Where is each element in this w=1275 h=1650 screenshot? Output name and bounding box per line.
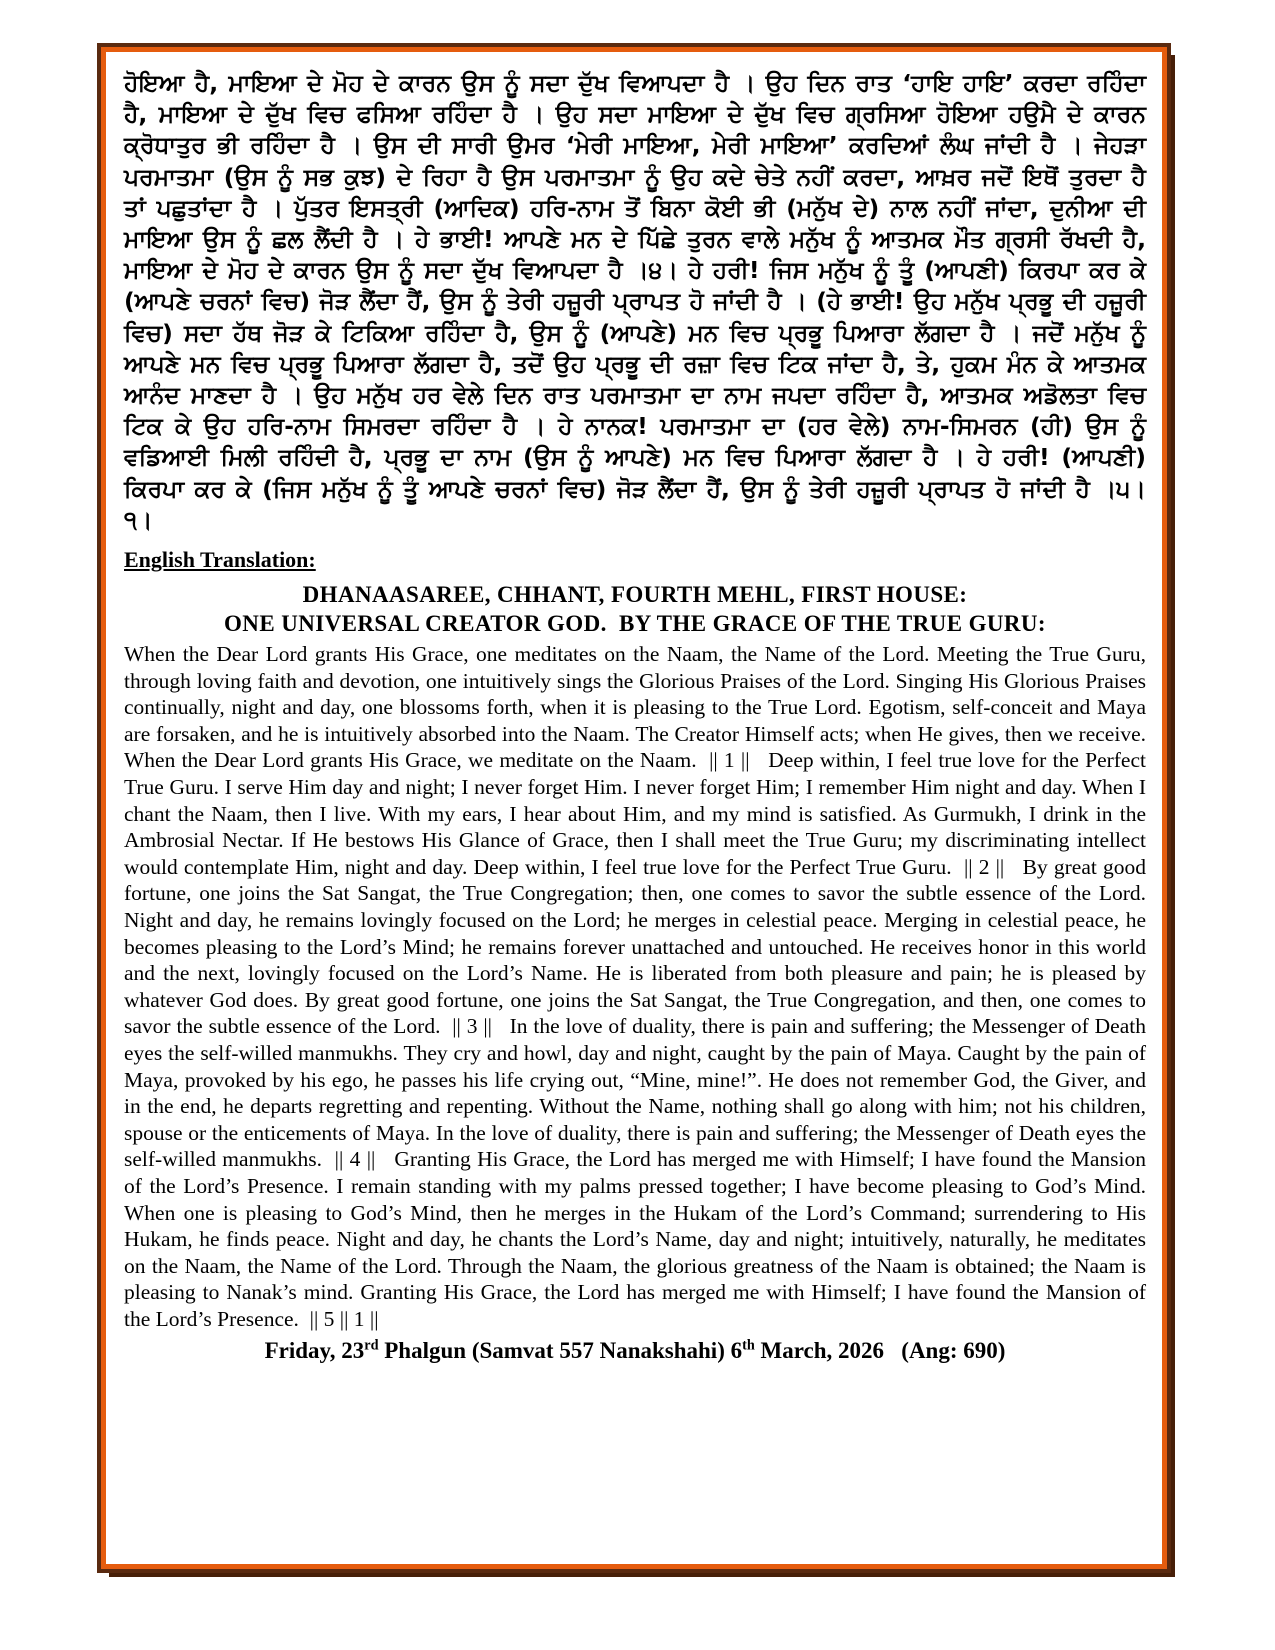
- punjabi-commentary: ਹੋਇਆ ਹੈ, ਮਾਇਆ ਦੇ ਮੋਹ ਦੇ ਕਾਰਨ ਉਸ ਨੂੰ ਸਦਾ ਦੁੱਖ ਵਿਆਪਦਾ ਹੈ । ਉਹ ਦਿਨ ਰਾਤ ‘ਹਾਇ ਹਾਇ’ ਕਰਦਾ ਰਹਿੰਦਾ ਹੈ, ਮਾਇਆ ਦੇ ਦੁੱਖ ਵਿਚ ਫਸਿਆ ਰਹਿੰਦਾ ਹੈ । ਉਹ ਸਦਾ ਮਾਇਆ ਦੇ ਦੁੱਖ ਵਿਚ ਗ੍ਰਸਿਆ ਹੋਇਆ ਹਉਮੈ ਦੇ ਕਾਰਨ ਕ੍ਰੋਧਾਤੁਰ ਭੀ ਰਹਿੰਦਾ ਹੈ । ਉਸ ਦੀ ਸਾਰੀ ਉਮਰ ‘ਮੇਰੀ ਮਾਇਆ, ਮੇਰੀ ਮਾਇਆ’ ਕਰਦਿਆਂ ਲੰਘ ਜਾਂਦੀ ਹੈ । ਜੇਹੜਾ ਪਰਮਾਤਮਾ (ਉਸ ਨੂੰ ਸਭ ਕੁਝ) ਦੇ ਰਿਹਾ ਹੈ ਉਸ ਪਰਮਾਤਮਾ ਨੂੰ ਉਹ ਕਦੇ ਚੇਤੇ ਨਹੀਂ ਕਰਦਾ, ਆਖ਼ਰ ਜਦੋਂ ਇਥੋਂ ਤੁਰਦਾ ਹੈ ਤਾਂ ਪਛੁਤਾਂਦਾ ਹੈ । ਪੁੱਤਰ ਇਸਤ੍ਰੀ (ਆਦਿਕ) ਹਰਿ-ਨਾਮ ਤੋਂ ਬਿਨਾ ਕੋਈ ਭੀ (ਮਨੁੱਖ ਦੇ) ਨਾਲ ਨਹੀਂ ਜਾਂਦਾ, ਦੁਨੀਆ ਦੀ ਮਾਇਆ ਉਸ ਨੂੰ ਛਲ ਲੈਂਦੀ ਹੈ । ਹੇ ਭਾਈ! ਆਪਣੇ ਮਨ ਦੇ ਪਿੱਛੇ ਤੁਰਨ ਵਾਲੇ ਮਨੁੱਖ ਨੂੰ ਆਤਮਕ ਮੌਤ ਗ੍ਰਸੀ ਰੱਖਦੀ ਹੈ, ਮਾਇਆ ਦੇ ਮੋਹ ਦੇ ਕਾਰਨ ਉਸ ਨੂੰ ਸਦਾ ਦੁੱਖ ਵਿਆਪਦਾ ਹੈ ।੪। ਹੇ ਹਰੀ! ਜਿਸ ਮਨੁੱਖ ਨੂੰ ਤੂੰ (ਆਪਣੀ) ਕਿਰਪਾ ਕਰ ਕੇ (ਆਪਣੇ ਚਰਨਾਂ ਵਿਚ) ਜੋੜ ਲੈਂਦਾ ਹੈਂ, ਉਸ ਨੂੰ ਤੇਰੀ ਹਜ਼ੂਰੀ ਪ੍ਰਾਪਤ ਹੋ ਜਾਂਦੀ ਹੈ । (ਹੇ ਭਾਈ! ਉਹ ਮਨੁੱਖ ਪ੍ਰਭੂ ਦੀ ਹਜ਼ੂਰੀ ਵਿਚ) ਸਦਾ ਹੱਥ ਜੋੜ ਕੇ ਟਿਕਿਆ ਰਹਿੰਦਾ ਹੈ, ਉਸ ਨੂੰ (ਆਪਣੇ) ਮਨ ਵਿਚ ਪ੍ਰਭੂ ਪਿਆਰਾ ਲੱਗਦਾ ਹੈ । ਜਦੋਂ ਮਨੁੱਖ ਨੂੰ ਆਪਣੇ ਮਨ ਵਿਚ ਪ੍ਰਭੂ ਪਿਆਰਾ ਲੱਗਦਾ ਹੈ, ਤਦੋਂ ਉਹ ਪ੍ਰਭੂ ਦੀ ਰਜ਼ਾ ਵਿਚ ਟਿਕ ਜਾਂਦਾ ਹੈ, ਤੇ, ਹੁਕਮ ਮੰਨ ਕੇ ਆਤਮਕ ਆਨੰਦ ਮਾਣਦਾ ਹੈ । ਉਹ ਮਨੁੱਖ ਹਰ ਵੇਲੇ ਦਿਨ ਰਾਤ ਪਰਮਾਤਮਾ ਦਾ ਨਾਮ ਜਪਦਾ ਰਹਿੰਦਾ ਹੈ, ਆਤਮਕ ਅਡੋਲਤਾ ਵਿਚ ਟਿਕ ਕੇ ਉਹ ਹਰਿ-ਨਾਮ ਸਿਮਰਦਾ ਰਹਿੰਦਾ ਹੈ । ਹੇ ਨਾਨਕ! ਪਰਮਾਤਮਾ ਦਾ (ਹਰ ਵੇਲੇ) ਨਾਮ-ਸਿਮਰਨ (ਹੀ) ਉਸ ਨੂੰ ਵਡਿਆਈ ਮਿਲੀ ਰਹਿੰਦੀ ਹੈ, ਪ੍ਰਭੂ ਦਾ ਨਾਮ (ਉਸ ਨੂੰ ਆਪਣੇ) ਮਨ ਵਿਚ ਪਿਆਰਾ ਲੱਗਦਾ ਹੈ । ਹੇ ਹਰੀ! (ਆਪਣੀ) ਕਿਰਪਾ ਕਰ ਕੇ (ਜਿਸ ਮਨੁੱਖ ਨੂੰ ਤੂੰ ਆਪਣੇ ਚਰਨਾਂ ਵਿਚ) ਜੋੜ ਲੈਂਦਾ ਹੈਂ, ਉਸ ਨੂੰ ਤੇਰੀ ਹਜ਼ੂਰੀ ਪ੍ਰਾਪਤ ਹੋ ਜਾਂਦੀ ਹੈ ।੫।੧।: [124, 69, 1146, 534]
- date-text-part3: March, 2026 (Ang: 690): [754, 1338, 1006, 1364]
- date-text-part2: Phalgun (Samvat 557 Nanakshahi) 6: [378, 1338, 743, 1364]
- mool-mantra-header: ONE UNIVERSAL CREATOR GOD. BY THE GRACE OF THE TRUE GURU:: [224, 611, 1046, 637]
- english-translation-label: English Translation:: [124, 547, 316, 573]
- date-ordinal-th: th: [742, 1337, 755, 1354]
- date-ordinal-rd: rd: [364, 1337, 379, 1354]
- page-frame: [101, 47, 1167, 1569]
- english-translation-body: When the Dear Lord grants His Grace, one meditates on the Naam, the Name of the Lord. Meeting the True Guru, through loving faith and devotion, one intuitively sings the Glorious Praises of the Lord. Singing His Glorious Praises continually, night and day, one blossoms forth, when it is pleasing to the True Lord. Egotism, self-conceit and Maya are forsaken, and he is intuitively absorbed into the Naam. The Creator Himself acts; when He gives, then we receive. When the Dear Lord grants His Grace, we meditate on the Naam. || 1 || Deep within, I feel true love for the Perfect True Guru. I serve Him day and night; I never forget Him. I never forget Him; I remember Him night and day. When I chant the Naam, then I live. With my ears, I hear about Him, and my mind is satisfied. As Gurmukh, I drink in the Ambrosial Nectar. If He bestows His Glance of Grace, then I shall meet the True Guru; my discriminating intellect would contemplate Him, night and day. Deep within, I feel true love for the Perfect True Guru. || 2 || By great good fortune, one joins the Sat Sangat, the True Congregation; then, one comes to savor the subtle essence of the Lord. Night and day, he remains lovingly focused on the Lord; he merges in celestial peace. Merging in celestial peace, he becomes pleasing to the Lord’s Mind; he remains forever unattached and untouched. He receives honor in this world and the next, lovingly focused on the Lord’s Name. He is liberated from both pleasure and pain; he is pleased by whatever God does. By great good fortune, one joins the Sat Sangat, the True Congregation, and then, one comes to savor the subtle essence of the Lord. || 3 || In the love of duality, there is pain and suffering; the Messenger of Death eyes the self-willed manmukhs. They cry and howl, day and night, caught by the pain of Maya. Caught by the pain of Maya, provoked by his ego, he passes his life crying out, “Mine, mine!”. He does not remember God, the Giver, and in the end, he departs regretting and repenting. Without the Name, nothing shall go along with him; not his children, spouse or the enticements of Maya. In the love of duality, there is pain and suffering; the Messenger of Death eyes the self-willed manmukhs. || 4 || Granting His Grace, the Lord has merged me with Himself; I have found the Mansion of the Lord’s Presence. I remain standing with my palms pressed together; I have become pleasing to God’s Mind. When one is pleasing to God’s Mind, then he merges in the Hukam of the Lord’s Command; surrendering to His Hukam, he finds peace. Night and day, he chants the Lord’s Name, day and night; intuitively, naturally, he meditates on the Naam, the Name of the Lord. Through the Naam, the glorious greatness of the Naam is obtained; the Naam is pleasing to Nanak’s mind. Granting His Grace, the Lord has merged me with Himself; I have found the Mansion of the Lord’s Presence. || 5 || 1 ||: [124, 642, 1146, 1331]
- hukamnama-date-line: [124, 1336, 1146, 1366]
- date-text-part1: Friday, 23: [264, 1338, 365, 1364]
- shabad-title-header: DHANAASAREE, CHHANT, FOURTH MEHL, FIRST HOUSE:: [302, 582, 968, 608]
